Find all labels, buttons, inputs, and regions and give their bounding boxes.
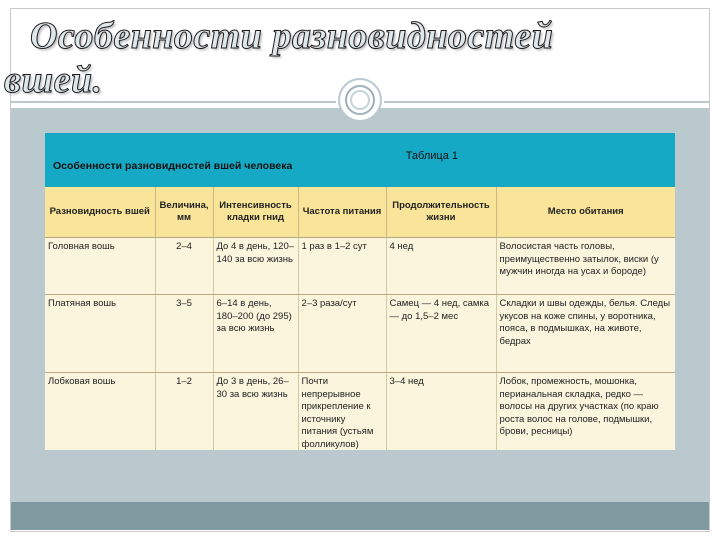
column-header-size: Величина, мм bbox=[155, 187, 213, 238]
cell-lifespan: Самец — 4 нед, самка — до 1,5–2 мес bbox=[386, 295, 496, 373]
lice-table-card bbox=[45, 133, 675, 450]
table-header-row bbox=[45, 187, 675, 238]
cell-habitat: Волосистая часть головы, преимущественно затылок, виски (у мужчин иногда на усах и бороде) bbox=[496, 238, 675, 295]
table-row-head-louse bbox=[45, 238, 675, 295]
table-number-label: Таблица 1 bbox=[405, 150, 458, 162]
cell-intensity: До 4 в день, 120–140 за всю жизнь bbox=[213, 238, 298, 295]
table-row-pubic-louse bbox=[45, 373, 675, 451]
column-header-habitat: Место обитания bbox=[496, 187, 675, 238]
column-header-type: Разновидность вшей bbox=[45, 187, 155, 238]
cell-frequency: Почти непрерывное прикрепление к источнику питания (устьям фолликулов) bbox=[298, 373, 386, 451]
cell-size: 3–5 bbox=[155, 295, 213, 373]
cell-type: Головная вошь bbox=[45, 238, 155, 295]
cell-lifespan: 4 нед bbox=[386, 238, 496, 295]
cell-habitat: Складки и швы одежды, белья. Следы укусов на коже спины, у воротника, пояса, в подмышках, на животе, бедрах bbox=[496, 295, 675, 373]
slide-title-line-2: вшей. bbox=[4, 59, 103, 101]
table-caption: Особенности разновидностей вшей человека bbox=[53, 160, 293, 172]
slide-title-line-1: Особенности разновидностей bbox=[30, 15, 554, 57]
cell-lifespan: 3–4 нед bbox=[386, 373, 496, 451]
cell-type: Платяная вошь bbox=[45, 295, 155, 373]
cell-type: Лобковая вошь bbox=[45, 373, 155, 451]
cell-intensity: До 3 в день, 26–30 за всю жизнь bbox=[213, 373, 298, 451]
cell-size: 1–2 bbox=[155, 373, 213, 451]
cell-frequency: 2–3 раза/сут bbox=[298, 295, 386, 373]
table-row-body-louse bbox=[45, 295, 675, 373]
cell-habitat: Лобок, промежность, мошонка, перианальная складка, редко — волосы на других участках (по краю роста волос на голове, подмышки, брови, ресницы) bbox=[496, 373, 675, 451]
table-header-bar bbox=[45, 133, 675, 187]
column-header-lifespan: Продолжительность жизни bbox=[386, 187, 496, 238]
cell-intensity: 6–14 в день, 180–200 (до 295) за всю жизнь bbox=[213, 295, 298, 373]
bottom-bar bbox=[11, 502, 709, 530]
column-header-intensity: Интенсивность кладки гнид bbox=[213, 187, 298, 238]
column-header-frequency: Частота питания bbox=[298, 187, 386, 238]
cell-frequency: 1 раз в 1–2 сут bbox=[298, 238, 386, 295]
cell-size: 2–4 bbox=[155, 238, 213, 295]
slide-title bbox=[4, 14, 710, 102]
lice-table bbox=[45, 187, 675, 450]
